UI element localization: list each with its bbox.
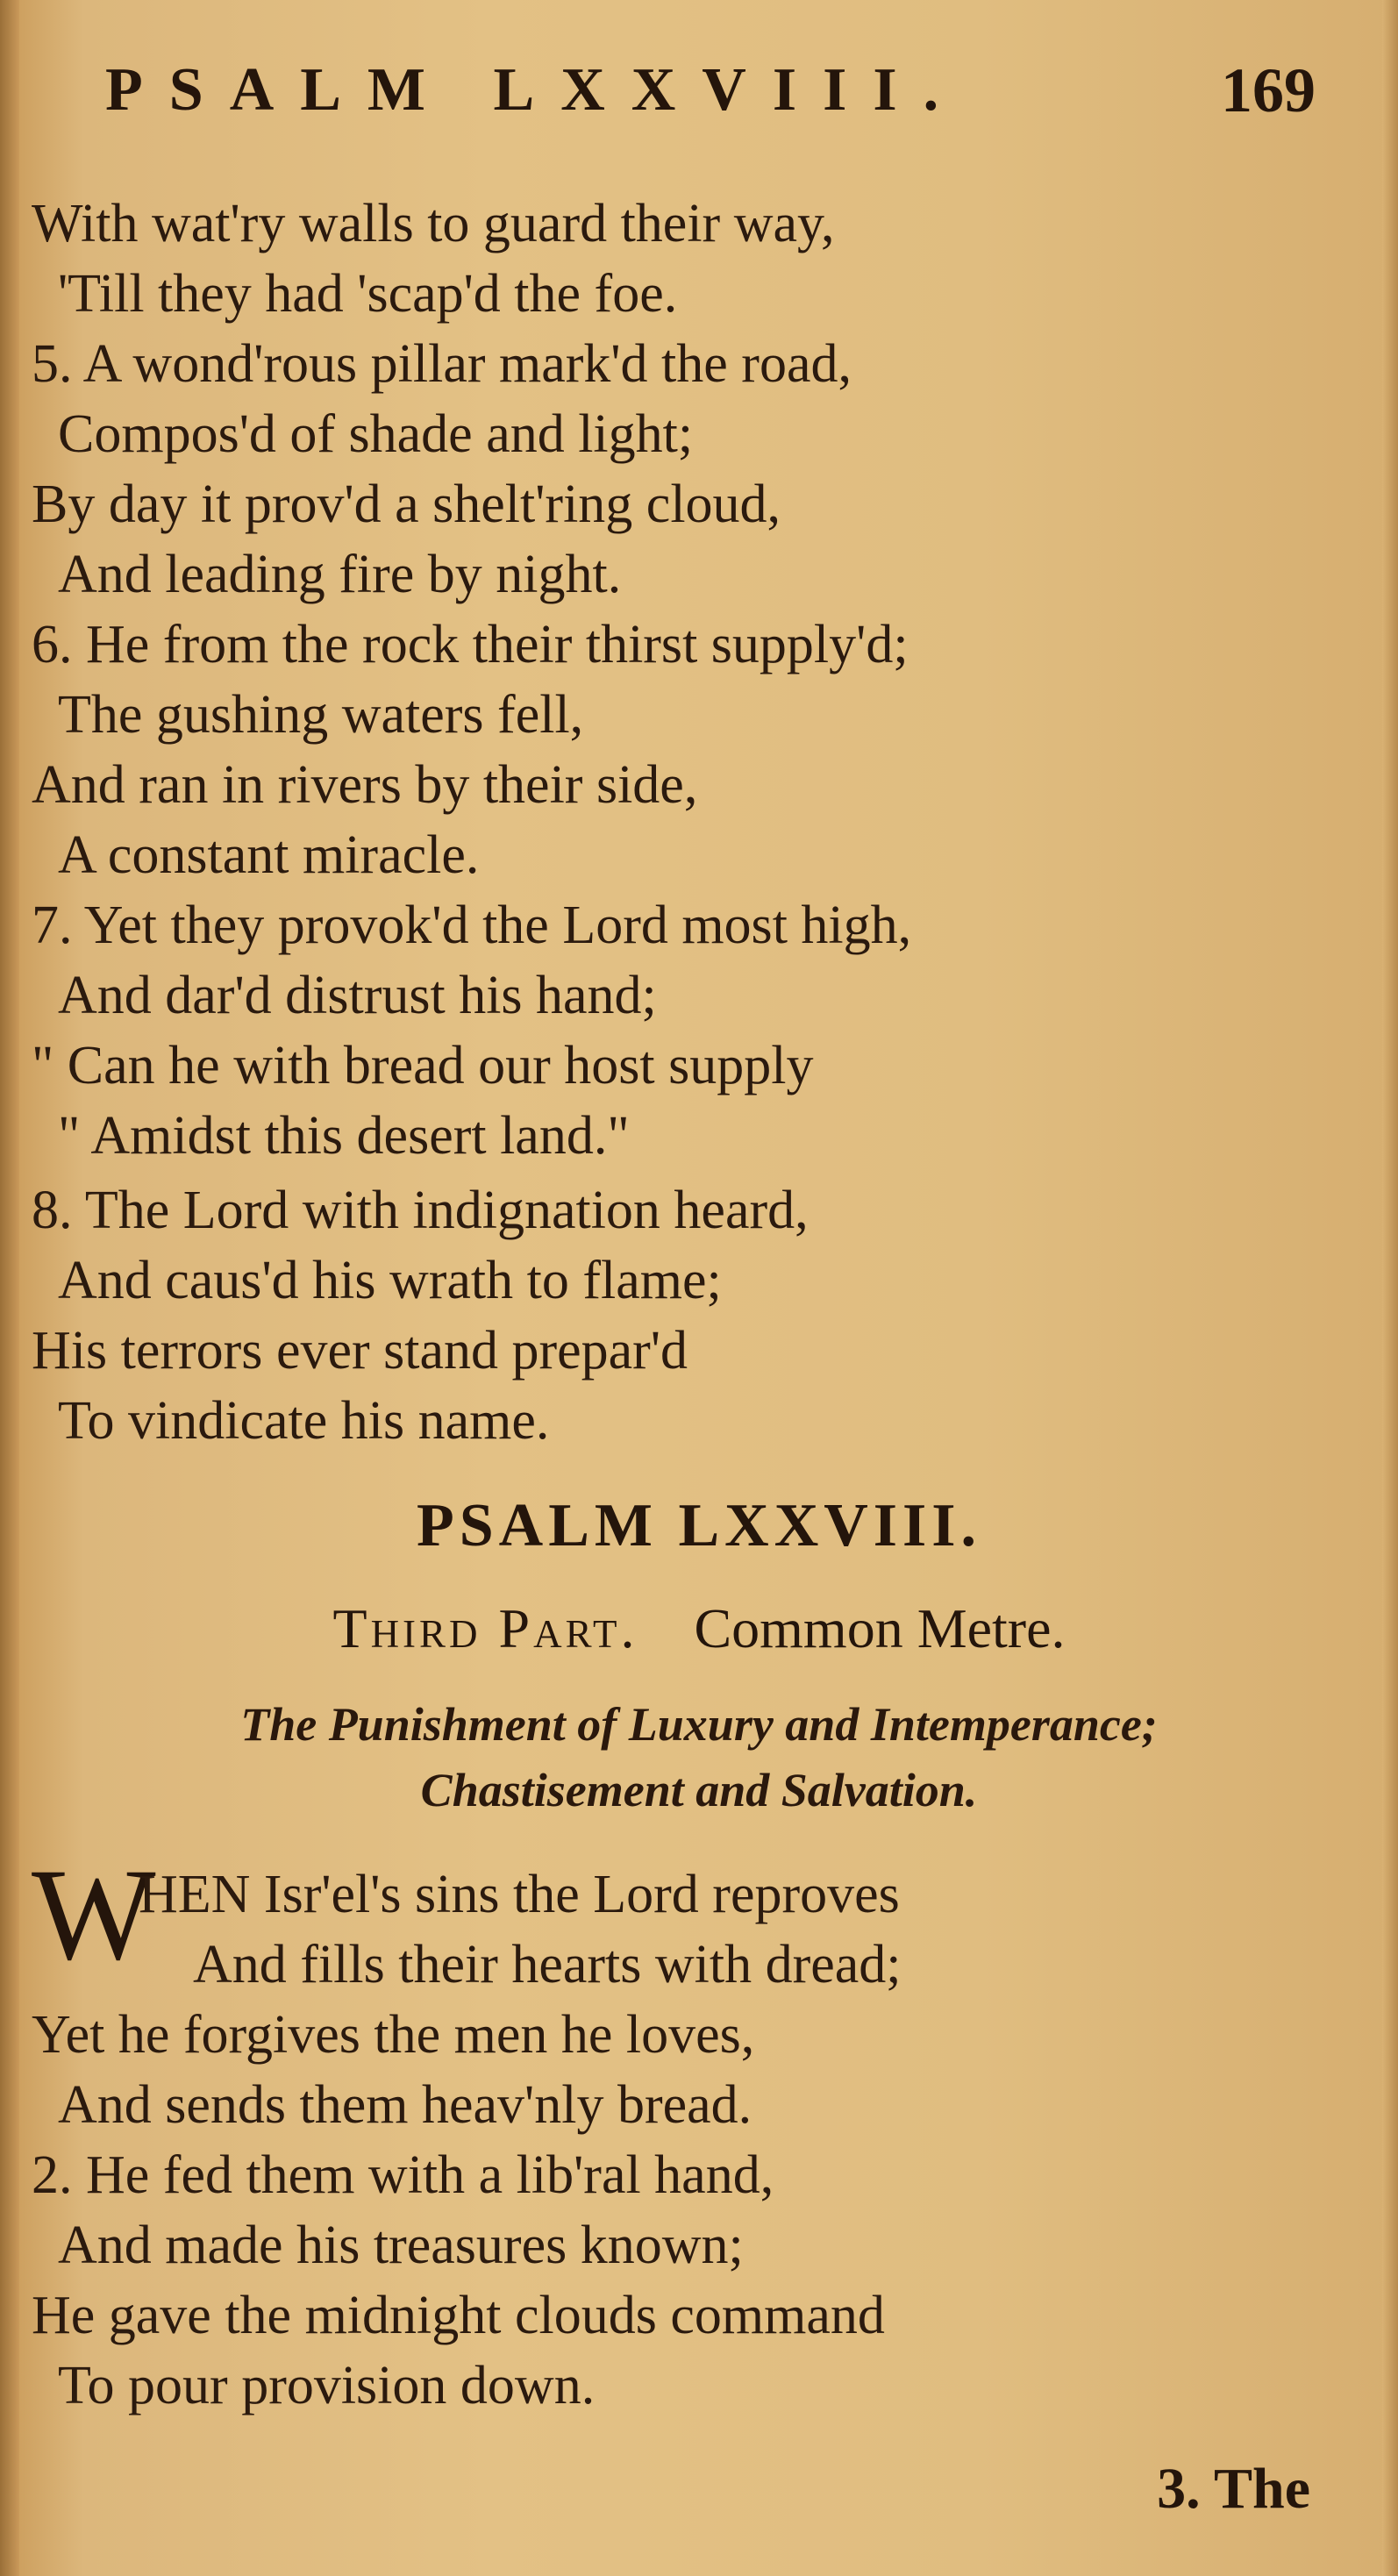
verse-line: " Can he with bread our host supply <box>32 1036 814 1095</box>
page-number: 169 <box>1221 54 1316 125</box>
verse-line: And ran in rivers by their side, <box>32 755 698 815</box>
verse-line: HEN Isr'el's sins the Lord reproves <box>139 1865 900 1924</box>
metre-label: Common Metre. <box>694 1597 1066 1659</box>
verse-line: By day it prov'd a shelt'ring cloud, <box>32 475 781 534</box>
part-label: Third Part. <box>332 1597 638 1659</box>
verse-line: And made his treasures known; <box>58 2216 744 2275</box>
verse-line: 2. He fed them with a lib'ral hand, <box>32 2145 774 2205</box>
verse-line: Yet he forgives the men he loves, <box>32 2005 755 2065</box>
section-title: PSALM LXXVIII. <box>416 1492 982 1559</box>
running-title: PSALM LXXVIII. <box>105 56 966 124</box>
verse-line: " Amidst this desert land." <box>58 1106 630 1166</box>
argument-line: Chastisement and Salvation. <box>420 1764 978 1816</box>
verse-line: 7. Yet they provok'd the Lord most high, <box>32 896 912 955</box>
verse-line: And fills their hearts with dread; <box>193 1935 902 1994</box>
verse-line: 5. A wond'rous pillar mark'd the road, <box>32 334 852 394</box>
verse-line: And dar'd distrust his hand; <box>58 966 657 1025</box>
verse-line: With wat'ry walls to guard their way, <box>32 194 835 253</box>
verse-line: To pour provision down. <box>58 2356 596 2415</box>
verse-line: 8. The Lord with indignation heard, <box>32 1181 809 1240</box>
page-gutter <box>0 0 19 2576</box>
verse-line: A constant miracle. <box>58 825 480 885</box>
page-edge <box>1382 0 1398 2576</box>
verse-line: And leading fire by night. <box>58 545 622 604</box>
verse-line: 'Till they had 'scap'd the foe. <box>58 264 678 324</box>
verse-line: 6. He from the rock their thirst supply'd; <box>32 615 909 674</box>
running-header <box>105 51 1316 130</box>
verse-line: He gave the midnight clouds command <box>32 2286 885 2345</box>
verse-line: Compos'd of shade and light; <box>58 404 694 464</box>
verse-line: His terrors ever stand prepar'd <box>32 1321 688 1381</box>
catchword: 3. The <box>1157 2457 1310 2521</box>
drop-capital: W <box>32 1842 156 1987</box>
verse-line: And sends them heav'nly bread. <box>58 2075 752 2135</box>
section-subtitle <box>0 1596 1398 1661</box>
verse-line: To vindicate his name. <box>58 1391 550 1451</box>
verse-line: The gushing waters fell, <box>58 685 584 745</box>
argument-line: The Punishment of Luxury and Intemperance; <box>240 1698 1158 1751</box>
verse-line: And caus'd his wrath to flame; <box>58 1251 722 1310</box>
